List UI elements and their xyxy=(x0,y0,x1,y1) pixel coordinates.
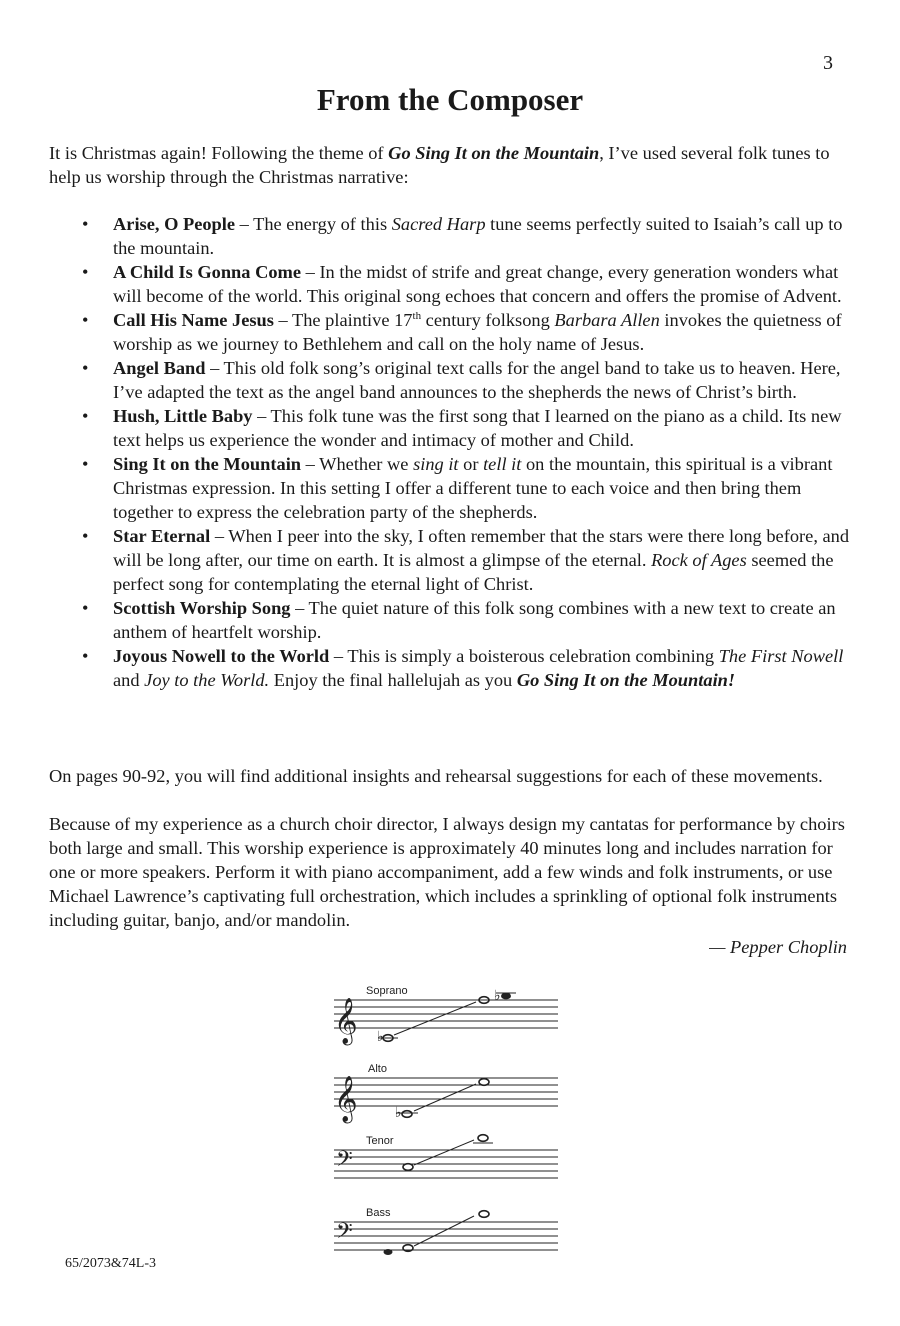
movement-title: A Child Is Gonna Come xyxy=(113,262,302,282)
treble-clef-icon: 𝄞 xyxy=(334,1076,358,1122)
movement-italic: tell it xyxy=(483,454,522,474)
page-title: From the Composer xyxy=(316,82,584,117)
movement-text: seemed the perfect song for contemplating the eternal light of Christ. xyxy=(113,550,834,594)
movement-text: – In the midst of strife and great change, every generation wonders what will become of the world. This original song echoes that concern and offers the promise of Advent. xyxy=(113,262,842,306)
tenor-low-note xyxy=(403,1164,413,1171)
movement-italic: Sacred Harp xyxy=(391,214,486,234)
soprano-label: Soprano xyxy=(366,985,408,997)
movement-italic: Joy to the World. xyxy=(144,670,270,690)
page-number: 3 xyxy=(823,52,833,74)
movement-text: invokes the quietness of worship as we journey to Bethlehem and call on the holy name of Jesus. xyxy=(113,310,842,354)
treble-clef-icon: 𝄞 xyxy=(334,998,358,1044)
bass-label: Bass xyxy=(366,1207,391,1219)
movement-text: – This folk tune was the first song that I learned on the piano as a child. Its new text helps us experience the wonder and intimacy of mother and Child. xyxy=(113,406,842,450)
movement-text: on the mountain, this spiritual is a vibrant Christmas expression. In this setting I offer a different tune to each voice and then bring them together to express the celebration party of the shepherds. xyxy=(113,454,833,522)
movement-title: Star Eternal xyxy=(113,526,211,546)
movement-title: Scottish Worship Song xyxy=(113,598,291,618)
movement-title: Joyous Nowell to the World xyxy=(113,646,330,666)
movement-text: – The quiet nature of this folk song combines with a new text to create an anthem of heartfelt worship. xyxy=(113,598,836,642)
movement-item xyxy=(82,356,852,404)
intro-paragraph xyxy=(49,141,851,189)
bass-staff xyxy=(334,1222,558,1250)
bass-clef-icon: 𝄢 xyxy=(336,1219,353,1249)
range-line xyxy=(414,1140,474,1165)
movement-text: – This old folk song’s original text calls for the angel band to take us to heaven. Here, I’ve adapted the text as the angel band announces to the shepherds the news of Christ’s birth. xyxy=(113,358,841,402)
rehearsal-paragraph: On pages 90-92, you will find additional insights and rehearsal suggestions for each of these movements. xyxy=(49,766,823,786)
tenor-staff xyxy=(334,1150,558,1178)
flat-icon: ♭ xyxy=(395,1105,402,1121)
movement-title: Sing It on the Mountain xyxy=(113,454,302,474)
flat-icon: ♭ xyxy=(494,988,501,1004)
intro-text-start: It is Christmas again! Following the theme of xyxy=(49,143,389,163)
movement-italic: Barbara Allen xyxy=(554,310,660,330)
movement-item xyxy=(82,524,852,596)
movement-item xyxy=(82,308,852,356)
ordinal-suffix: th xyxy=(412,309,422,322)
intro-cantata-title: Go Sing It on the Mountain xyxy=(388,143,600,163)
movement-text: – When I peer into the sky, I often remember that the stars were there long before, and will be long after, our time on earth. It is almost a glimpse of the eternal. xyxy=(113,526,850,570)
bass-clef-icon: 𝄢 xyxy=(336,1147,353,1177)
movement-item xyxy=(82,212,852,260)
bass-optional-note xyxy=(384,1249,393,1255)
movement-text: – The plaintive 17 xyxy=(273,310,413,330)
movement-title: Arise, O People xyxy=(113,214,236,234)
tenor-high-note xyxy=(478,1135,488,1142)
intro-text-end: , I’ve used several folk tunes to help us worship through the Christmas narrative: xyxy=(49,143,830,187)
alto-low-note xyxy=(402,1111,412,1118)
movement-text: – The energy of this xyxy=(235,214,392,234)
alto-high-note xyxy=(479,1079,489,1086)
movement-bold-italic: Go Sing It on the Mountain! xyxy=(516,670,736,690)
movement-item xyxy=(82,260,852,308)
flat-icon: ♭ xyxy=(377,1029,384,1045)
bass-high-note xyxy=(479,1211,489,1218)
movement-italic: The First Nowell xyxy=(718,646,844,666)
alto-staff xyxy=(334,1078,558,1106)
movement-title: Hush, Little Baby xyxy=(113,406,253,426)
movement-list xyxy=(82,212,852,692)
voice-ranges-figure xyxy=(330,978,562,1258)
movement-text: – This is simply a boisterous celebration combining xyxy=(329,646,719,666)
range-line xyxy=(414,1084,476,1111)
movement-italic: Rock of Ages xyxy=(651,550,747,570)
movement-text: and xyxy=(113,670,145,690)
footer-code: 65/2073&74L-3 xyxy=(65,1256,156,1271)
movement-italic: sing it xyxy=(413,454,459,474)
movement-text: tune seems perfectly suited to Isaiah’s call up to the mountain. xyxy=(113,214,843,258)
composer-signature: — Pepper Choplin xyxy=(709,937,847,957)
movement-text: Enjoy the final hallelujah as you xyxy=(269,670,517,690)
tenor-label: Tenor xyxy=(366,1135,394,1147)
movement-item xyxy=(82,596,852,644)
movement-item xyxy=(82,404,852,452)
soprano-optional-note xyxy=(501,993,511,1000)
movement-item xyxy=(82,452,852,524)
performance-paragraph: Because of my experience as a church choir director, I always design my cantatas for performance by choirs both large and small. This worship experience is approximately 40 minutes long and includes narration for one or more speakers. Perform it with piano accompaniment, add a few winds and folk instruments, or use Michael Lawrence’s captivating full orchestration, which includes a sprinkling of optional folk instruments including guitar, banjo, and/or mandolin. xyxy=(49,814,845,930)
movement-title: Angel Band xyxy=(113,358,206,378)
movement-text: – Whether we xyxy=(301,454,414,474)
movement-text: century folksong xyxy=(421,310,555,330)
range-line xyxy=(414,1216,474,1246)
movement-title: Call His Name Jesus xyxy=(113,310,274,330)
movement-item xyxy=(82,644,852,692)
alto-label: Alto xyxy=(368,1063,387,1075)
movement-text: or xyxy=(458,454,484,474)
